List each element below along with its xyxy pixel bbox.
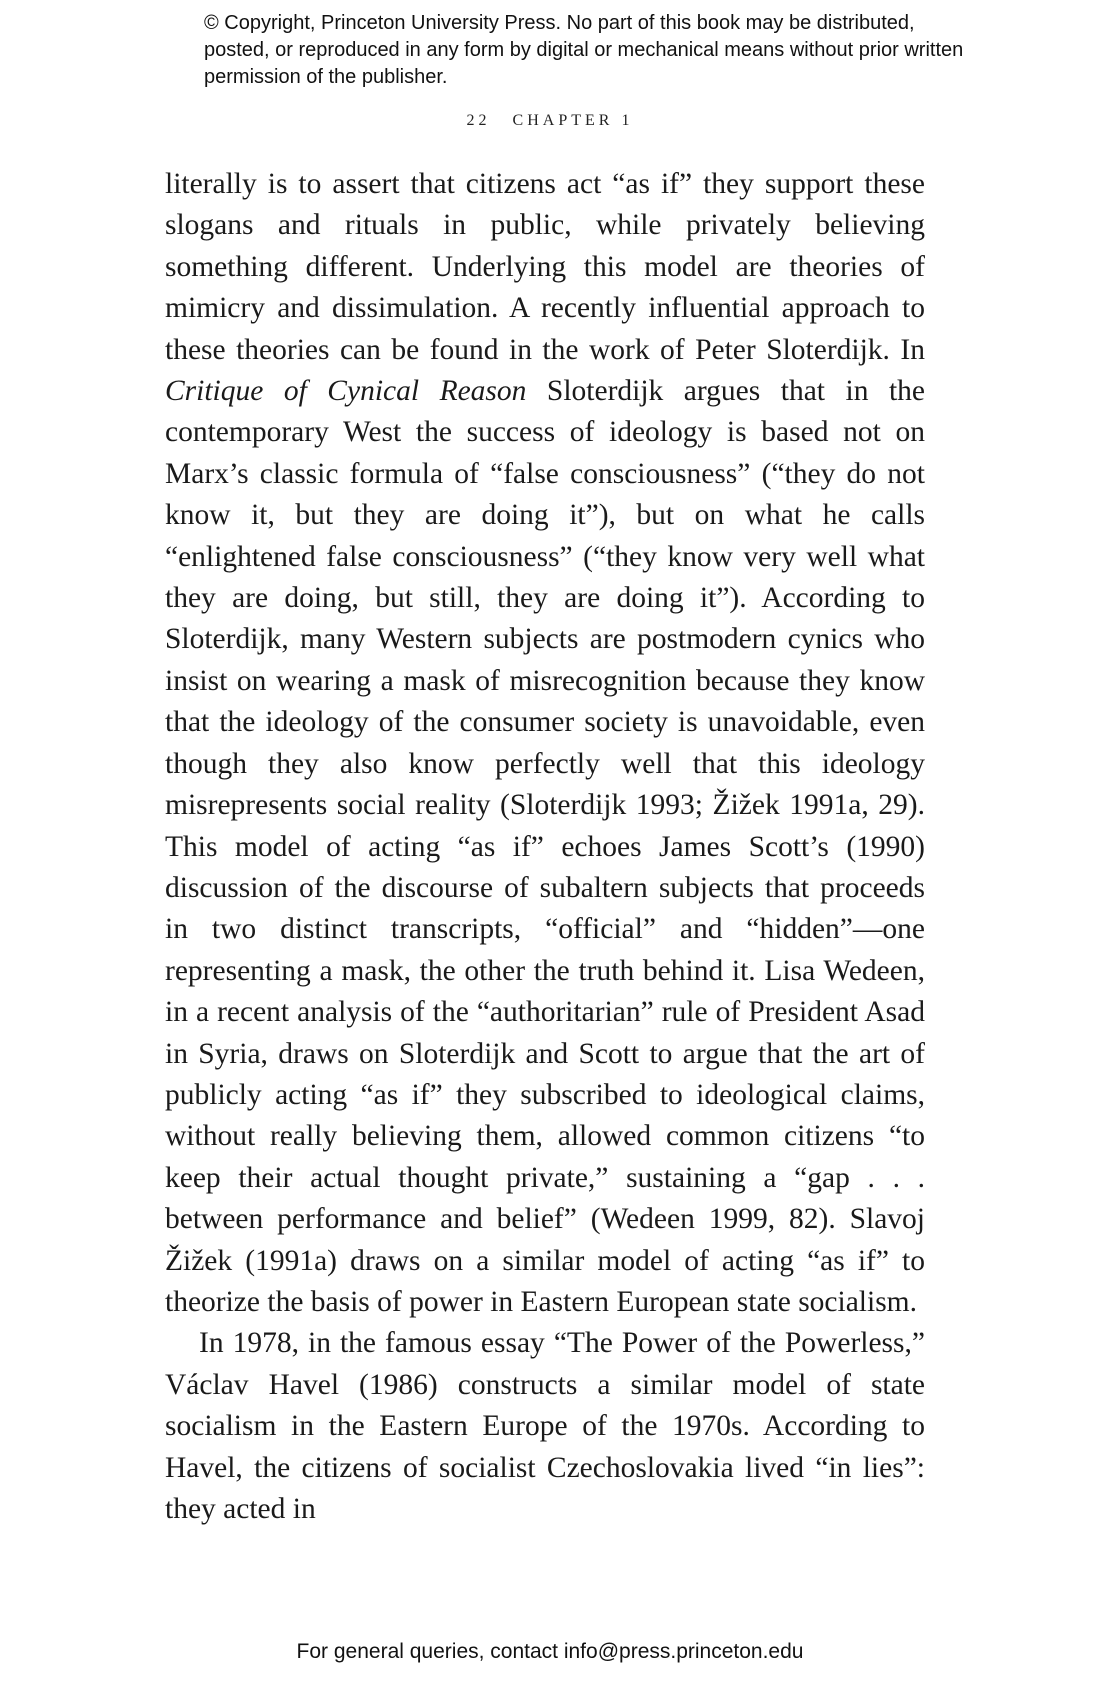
footer-contact: For general queries, contact info@press.princeton.edu [296,1640,804,1663]
copyright-notice: © Copyright, Princeton University Press. No part of this book may be distributed, posted, or reproduced in any form by digital or mechanical means without prior written permission of the publisher. [204,12,964,88]
paragraph-1 [165,164,925,1323]
running-head [0,112,1100,130]
paragraph-1-part-b: Sloterdijk argues that in the contemporary West the success of ideology is based not on Marx’s classic formula of “false consciousness” (“they do not know it, but they are doing it”), but on what he calls “enlightened false consciousness” (“they know very well what they are doing, but still, they are doing it”). According to Sloterdijk, many Western subjects are postmodern cynics who insist on wearing a mask of misrecognition because they know that the ideology of the consumer society is unavoidable, even though they also know perfectly well that this ideology misrepresents social reality (Sloterdijk 1993; Žižek 1991a, 29). This model of acting “as if” echoes James Scott’s (1990) discussion of the discourse of subaltern subjects that proceeds in two distinct transcripts, “official” and “hidden”—one representing a mask, the other the truth behind it. Lisa Wedeen, in a recent analysis of the “authoritarian” rule of President Asad in Syria, draws on Sloterdijk and Scott to argue that the art of publicly acting “as if” they subscribed to ideological claims, without really believing them, allowed common citizens “to keep their actual thought private,” sustaining a “gap . . . between performance and belief” (Wedeen 1999, 82). Slavoj Žižek (1991a) draws on a similar model of acting “as if” to theorize the basis of power in Eastern European state socialism. [165,375,925,1318]
page-number: 22 [466,112,491,129]
paragraph-2: In 1978, in the famous essay “The Power of the Powerless,” Václav Havel (1986) constructs a similar model of state socialism in the Eastern Europe of the 1970s. According to Havel, the citizens of socialist Czechoslovakia lived “in lies”: they acted in [165,1327,925,1525]
chapter-label: CHAPTER 1 [512,112,634,129]
paragraph-1-part-a: literally is to assert that citizens act “as if” they support these slogans and rituals in public, while privately believing something different. Underlying this model are theories of mimicry and dissimulation. A recently influential approach to these theories can be found in the work of Peter Sloterdijk. In [165,168,925,366]
book-title-italic: Critique of Cynical Reason [165,375,527,408]
body-text [165,164,925,1530]
